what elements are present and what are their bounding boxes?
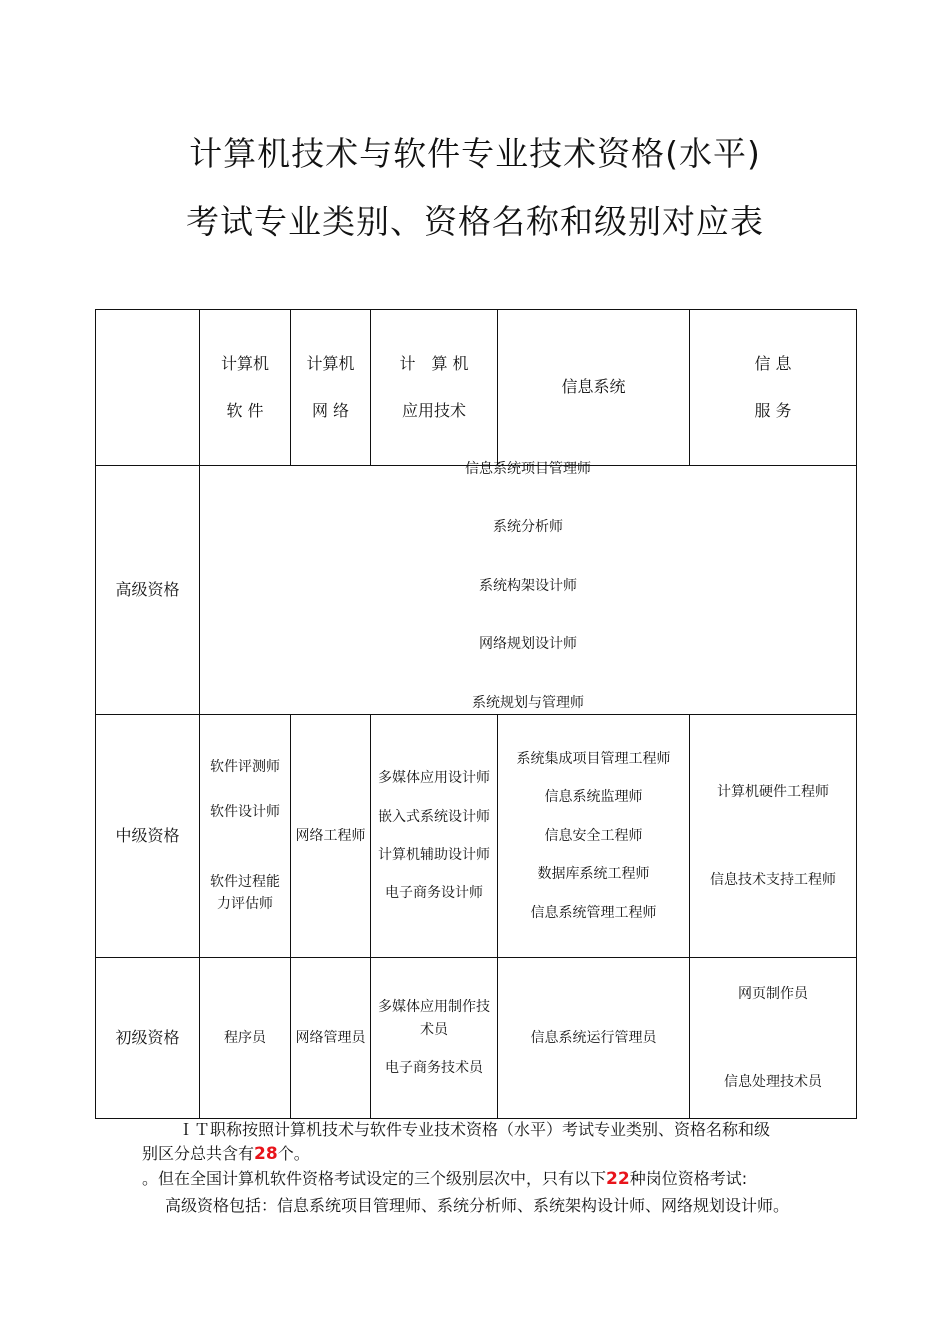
header-corner-cell <box>96 310 200 466</box>
junior-service-item: 网页制作员 <box>738 985 808 1002</box>
senior-row <box>96 466 857 715</box>
junior-application-item: 多媒体应用制作技术员 <box>378 999 490 1038</box>
senior-item: 系统分析师 <box>493 519 563 536</box>
note-line-3 <box>142 1167 747 1191</box>
junior-system-cell <box>498 957 690 1118</box>
note-line-3-prefix: 。但在全国计算机软件资格考试设定的三个级别层次中，只有以下 <box>142 1169 607 1188</box>
senior-item: 信息系统项目管理师 <box>465 461 591 477</box>
senior-item: 系统规划与管理师 <box>472 694 584 711</box>
middle-label: 中级资格 <box>96 714 200 957</box>
middle-software-cell <box>200 714 291 957</box>
junior-row <box>96 957 857 1118</box>
middle-system-cell <box>498 714 690 957</box>
header-information-service <box>690 310 857 466</box>
middle-system-item: 信息系统监理师 <box>544 789 643 806</box>
note-line-2 <box>142 1142 310 1166</box>
middle-service-item: 计算机硬件工程师 <box>717 783 829 800</box>
middle-application-cell <box>371 714 498 957</box>
middle-application-item: 多媒体应用设计师 <box>378 770 490 787</box>
note-line-3-suffix: 种岗位资格考试: <box>629 1169 748 1188</box>
header-service-line2: 服 务 <box>754 400 792 420</box>
header-software <box>200 310 291 466</box>
header-application-line1: 计 算 机 <box>399 354 469 374</box>
junior-network-cell <box>291 957 371 1118</box>
senior-items-cell <box>200 461 857 715</box>
junior-service-cell <box>690 957 857 1118</box>
middle-application-item: 嵌入式系统设计师 <box>378 808 490 825</box>
junior-application-item: 电子商务技术员 <box>385 1060 483 1077</box>
header-application-line2: 应用技术 <box>401 400 466 420</box>
junior-software-item: 程序员 <box>224 1029 266 1046</box>
junior-application-cell <box>371 957 498 1118</box>
middle-network-cell <box>291 714 371 957</box>
middle-application-item: 计算机辅助设计师 <box>378 846 490 863</box>
junior-service-item: 信息处理技术员 <box>724 1073 822 1090</box>
header-software-line1: 计算机 <box>220 354 269 374</box>
junior-software-cell <box>200 957 291 1118</box>
header-row <box>96 310 857 466</box>
junior-system-item: 信息系统运行管理员 <box>530 1029 657 1046</box>
total-count: 28 <box>254 1144 278 1164</box>
header-application <box>371 310 498 466</box>
qualification-table <box>95 309 857 1119</box>
middle-service-item: 信息技术支持工程师 <box>710 871 836 888</box>
header-information-system <box>498 310 690 466</box>
middle-row <box>96 714 857 957</box>
senior-item: 系统构架设计师 <box>479 577 577 594</box>
header-network <box>291 310 371 466</box>
header-information-system-line1: 信息系统 <box>561 377 626 397</box>
senior-item: 网络规划设计师 <box>479 636 577 653</box>
middle-service-cell <box>690 714 857 957</box>
middle-software-item: 软件过程能力评估师 <box>210 873 280 913</box>
middle-system-item: 信息安全工程师 <box>544 827 643 844</box>
middle-system-item: 系统集成项目管理工程师 <box>516 750 671 767</box>
note-line-1: ＩＴ职称按照计算机技术与软件专业技术资格（水平）考试专业类别、资格名称和级 <box>178 1120 771 1139</box>
junior-network-item: 网络管理员 <box>295 1029 366 1046</box>
exam-count: 22 <box>606 1169 630 1189</box>
header-software-line2: 软 件 <box>226 400 264 420</box>
middle-network-item: 网络工程师 <box>295 827 366 844</box>
senior-label: 高级资格 <box>96 466 200 715</box>
note-line-2-suffix: 个。 <box>277 1144 310 1163</box>
middle-system-item: 数据库系统工程师 <box>537 866 650 883</box>
middle-software-item: 软件评测师 <box>210 759 280 776</box>
note-line-2-prefix: 别区分总共含有 <box>142 1144 255 1163</box>
middle-software-item: 软件设计师 <box>210 803 280 820</box>
header-service-line1: 信 息 <box>754 354 792 374</box>
document-title-line1: 计算机技术与软件专业技术资格(水平) <box>189 134 761 173</box>
junior-label: 初级资格 <box>96 957 200 1118</box>
document-title-line2: 考试专业类别、资格名称和级别对应表 <box>186 202 764 241</box>
header-network-line1: 计算机 <box>306 354 355 374</box>
note-line-4: 高级资格包括：信息系统项目管理师、系统分析师、系统架构设计师、网络规划设计师。 <box>165 1196 790 1215</box>
middle-system-item: 信息系统管理工程师 <box>530 904 657 921</box>
header-network-line2: 网 络 <box>311 400 350 420</box>
middle-application-item: 电子商务设计师 <box>385 885 483 902</box>
